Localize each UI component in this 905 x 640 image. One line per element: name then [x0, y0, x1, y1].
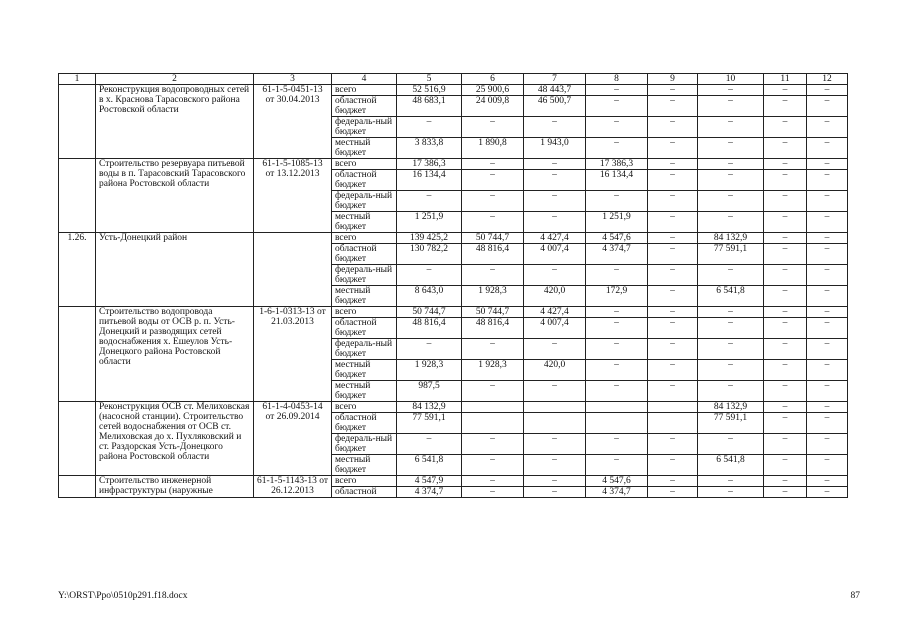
- amount-cell-col-6: –: [462, 476, 524, 487]
- funding-source-cell: всего: [332, 159, 397, 170]
- amount-cell-col-8: [586, 402, 648, 413]
- amount-cell-col-11: –: [764, 233, 807, 244]
- amount-cell-col-9: –: [648, 244, 698, 265]
- amount-cell-col-9: –: [648, 434, 698, 455]
- amount-cell-col-6: –: [462, 191, 524, 212]
- column-header-1: 1: [59, 74, 96, 85]
- column-header-4: 4: [332, 74, 397, 85]
- amount-cell-col-9: –: [648, 286, 698, 307]
- amount-cell-col-12: –: [807, 170, 848, 191]
- amount-cell-col-6: –: [462, 170, 524, 191]
- funding-source-cell: всего: [332, 307, 397, 318]
- amount-cell-col-7: 4 427,4: [524, 233, 586, 244]
- amount-cell-col-6: –: [462, 339, 524, 360]
- amount-cell-col-10: –: [698, 117, 764, 138]
- amount-cell-col-6: –: [462, 487, 524, 498]
- amount-cell-col-6: [462, 402, 524, 413]
- amount-cell-col-7: 4 427,4: [524, 307, 586, 318]
- amount-cell-col-11: –: [764, 96, 807, 117]
- amount-cell-col-12: –: [807, 233, 848, 244]
- amount-cell-col-7: 4 007,4: [524, 318, 586, 339]
- amount-cell-col-5: 987,5: [397, 381, 462, 402]
- amount-cell-col-6: –: [462, 265, 524, 286]
- amount-cell-col-6: 25 900,6: [462, 85, 524, 96]
- amount-cell-col-8: –: [586, 360, 648, 381]
- amount-cell-col-7: [524, 402, 586, 413]
- funding-source-cell: областной: [332, 487, 397, 498]
- amount-cell-col-5: –: [397, 339, 462, 360]
- amount-cell-col-11: –: [764, 138, 807, 159]
- amount-cell-col-9: [648, 402, 698, 413]
- amount-cell-col-5: 48 683,1: [397, 96, 462, 117]
- amount-cell-col-7: –: [524, 159, 586, 170]
- amount-cell-col-9: –: [648, 85, 698, 96]
- amount-cell-col-11: –: [764, 286, 807, 307]
- funding-source-cell: областной бюджет: [332, 96, 397, 117]
- document-code-cell: 61-1-5-0451-13 от 30.04.2013: [254, 85, 332, 159]
- amount-cell-col-8: –: [586, 307, 648, 318]
- amount-cell-col-9: [648, 413, 698, 434]
- amount-cell-col-12: –: [807, 476, 848, 487]
- amount-cell-col-12: –: [807, 191, 848, 212]
- amount-cell-col-8: 172,9: [586, 286, 648, 307]
- row-number-cell: [59, 85, 96, 159]
- funding-source-cell: федераль-ный бюджет: [332, 339, 397, 360]
- amount-cell-col-12: –: [807, 455, 848, 476]
- amount-cell-col-9: –: [648, 233, 698, 244]
- amount-cell-col-8: –: [586, 339, 648, 360]
- amount-cell-col-12: –: [807, 138, 848, 159]
- row-number-cell: [59, 476, 96, 498]
- amount-cell-col-5: 16 134,4: [397, 170, 462, 191]
- amount-cell-col-6: –: [462, 434, 524, 455]
- amount-cell-col-8: [586, 413, 648, 434]
- amount-cell-col-11: –: [764, 402, 807, 413]
- amount-cell-col-5: 3 833,8: [397, 138, 462, 159]
- amount-cell-col-9: –: [648, 159, 698, 170]
- amount-cell-col-7: [524, 413, 586, 434]
- amount-cell-col-11: –: [764, 413, 807, 434]
- amount-cell-col-8: –: [586, 138, 648, 159]
- amount-cell-col-10: –: [698, 138, 764, 159]
- amount-cell-col-9: –: [648, 455, 698, 476]
- amount-cell-col-10: –: [698, 318, 764, 339]
- table-row: [59, 233, 848, 244]
- column-header-8: 8: [586, 74, 648, 85]
- column-header-7: 7: [524, 74, 586, 85]
- amount-cell-col-12: –: [807, 85, 848, 96]
- amount-cell-col-8: 1 251,9: [586, 212, 648, 233]
- object-name-cell: Реконструкция ОСВ ст. Мелиховская (насосной станции). Строительство сетей водоснабжения от ОСВ ст. Мелиховская до х. Пухляковский и ст. Раздорская Усть-Донецкого района Ростовской области: [96, 402, 254, 476]
- amount-cell-col-5: 139 425,2: [397, 233, 462, 244]
- amount-cell-col-10: 84 132,9: [698, 233, 764, 244]
- amount-cell-col-5: 130 782,2: [397, 244, 462, 265]
- amount-cell-col-11: –: [764, 455, 807, 476]
- amount-cell-col-11: –: [764, 191, 807, 212]
- amount-cell-col-9: –: [648, 117, 698, 138]
- object-name-cell: Реконструкция водопроводных сетей в х. Краснова Тарасовского района Ростовской области: [96, 85, 254, 159]
- amount-cell-col-12: –: [807, 117, 848, 138]
- funding-source-cell: федераль-ный бюджет: [332, 265, 397, 286]
- amount-cell-col-8: –: [586, 191, 648, 212]
- amount-cell-col-6: –: [462, 117, 524, 138]
- funding-source-cell: местный бюджет: [332, 381, 397, 402]
- funding-source-cell: местный бюджет: [332, 455, 397, 476]
- amount-cell-col-10: –: [698, 487, 764, 498]
- amount-cell-col-6: 50 744,7: [462, 307, 524, 318]
- column-header-10: 10: [698, 74, 764, 85]
- page-number: 87: [850, 591, 860, 601]
- amount-cell-col-12: –: [807, 265, 848, 286]
- amount-cell-col-6: –: [462, 212, 524, 233]
- amount-cell-col-12: –: [807, 487, 848, 498]
- amount-cell-col-8: 4 547,6: [586, 476, 648, 487]
- amount-cell-col-11: –: [764, 85, 807, 96]
- amount-cell-col-7: –: [524, 476, 586, 487]
- amount-cell-col-10: –: [698, 476, 764, 487]
- amount-cell-col-7: 48 443,7: [524, 85, 586, 96]
- amount-cell-col-12: –: [807, 212, 848, 233]
- amount-cell-col-5: 4 374,7: [397, 487, 462, 498]
- amount-cell-col-7: –: [524, 339, 586, 360]
- amount-cell-col-6: –: [462, 381, 524, 402]
- table-body: [59, 74, 848, 498]
- amount-cell-col-5: 52 516,9: [397, 85, 462, 96]
- amount-cell-col-12: –: [807, 402, 848, 413]
- object-name-cell: Строительство резервуара питьевой воды в п. Тарасовский Тарасовского района Ростовской области: [96, 159, 254, 233]
- amount-cell-col-11: –: [764, 318, 807, 339]
- row-number-cell: [59, 159, 96, 233]
- amount-cell-col-9: –: [648, 265, 698, 286]
- amount-cell-col-11: –: [764, 265, 807, 286]
- amount-cell-col-11: –: [764, 307, 807, 318]
- amount-cell-col-8: 16 134,4: [586, 170, 648, 191]
- amount-cell-col-6: 1 928,3: [462, 286, 524, 307]
- amount-cell-col-10: –: [698, 265, 764, 286]
- table-row: [59, 476, 848, 487]
- funding-source-cell: федераль-ный бюджет: [332, 434, 397, 455]
- table-row: [59, 85, 848, 96]
- amount-cell-col-11: –: [764, 244, 807, 265]
- amount-cell-col-5: –: [397, 117, 462, 138]
- amount-cell-col-9: –: [648, 381, 698, 402]
- funding-source-cell: областной бюджет: [332, 318, 397, 339]
- amount-cell-col-5: 8 643,0: [397, 286, 462, 307]
- column-header-5: 5: [397, 74, 462, 85]
- amount-cell-col-12: –: [807, 307, 848, 318]
- funding-source-cell: федераль-ный бюджет: [332, 117, 397, 138]
- column-number-row: [59, 74, 848, 85]
- amount-cell-col-11: –: [764, 159, 807, 170]
- amount-cell-col-5: 48 816,4: [397, 318, 462, 339]
- amount-cell-col-8: –: [586, 318, 648, 339]
- amount-cell-col-8: –: [586, 455, 648, 476]
- amount-cell-col-10: 84 132,9: [698, 402, 764, 413]
- amount-cell-col-9: –: [648, 96, 698, 117]
- amount-cell-col-7: 420,0: [524, 360, 586, 381]
- amount-cell-col-11: –: [764, 476, 807, 487]
- financing-table: [58, 73, 848, 498]
- amount-cell-col-12: –: [807, 434, 848, 455]
- row-number-cell: [59, 402, 96, 476]
- object-name-cell: Строительство инженерной инфраструктуры (наружные: [96, 476, 254, 498]
- amount-cell-col-7: –: [524, 212, 586, 233]
- amount-cell-col-6: 48 816,4: [462, 244, 524, 265]
- amount-cell-col-7: –: [524, 381, 586, 402]
- amount-cell-col-11: –: [764, 212, 807, 233]
- table-row: [59, 159, 848, 170]
- amount-cell-col-5: –: [397, 434, 462, 455]
- amount-cell-col-12: –: [807, 286, 848, 307]
- amount-cell-col-8: –: [586, 434, 648, 455]
- funding-source-cell: всего: [332, 85, 397, 96]
- amount-cell-col-5: 1 928,3: [397, 360, 462, 381]
- amount-cell-col-7: –: [524, 191, 586, 212]
- column-header-9: 9: [648, 74, 698, 85]
- amount-cell-col-12: –: [807, 339, 848, 360]
- amount-cell-col-8: 17 386,3: [586, 159, 648, 170]
- amount-cell-col-6: [462, 413, 524, 434]
- amount-cell-col-5: –: [397, 265, 462, 286]
- amount-cell-col-9: –: [648, 339, 698, 360]
- amount-cell-col-6: 24 009,8: [462, 96, 524, 117]
- amount-cell-col-10: –: [698, 159, 764, 170]
- amount-cell-col-11: –: [764, 434, 807, 455]
- funding-source-cell: местный бюджет: [332, 360, 397, 381]
- amount-cell-col-10: –: [698, 85, 764, 96]
- amount-cell-col-10: –: [698, 434, 764, 455]
- funding-source-cell: областной бюджет: [332, 170, 397, 191]
- document-code-cell: [254, 233, 332, 307]
- amount-cell-col-8: 4 547,6: [586, 233, 648, 244]
- amount-cell-col-12: –: [807, 318, 848, 339]
- amount-cell-col-7: –: [524, 434, 586, 455]
- amount-cell-col-7: –: [524, 170, 586, 191]
- funding-source-cell: всего: [332, 476, 397, 487]
- funding-source-cell: областной бюджет: [332, 244, 397, 265]
- amount-cell-col-6: –: [462, 159, 524, 170]
- amount-cell-col-7: –: [524, 487, 586, 498]
- amount-cell-col-12: –: [807, 413, 848, 434]
- column-header-2: 2: [96, 74, 254, 85]
- amount-cell-col-9: –: [648, 307, 698, 318]
- funding-source-cell: областной бюджет: [332, 413, 397, 434]
- amount-cell-col-12: –: [807, 96, 848, 117]
- amount-cell-col-5: 1 251,9: [397, 212, 462, 233]
- amount-cell-col-6: 48 816,4: [462, 318, 524, 339]
- document-code-cell: 1-6-1-0313-13 от 21.03.2013: [254, 307, 332, 402]
- amount-cell-col-10: 6 541,8: [698, 455, 764, 476]
- amount-cell-col-10: –: [698, 170, 764, 191]
- amount-cell-col-11: –: [764, 170, 807, 191]
- row-number-cell: 1.26.: [59, 233, 96, 307]
- document-code-cell: 61-1-4-0453-14 от 26.09.2014: [254, 402, 332, 476]
- funding-source-cell: федераль-ный бюджет: [332, 191, 397, 212]
- column-header-12: 12: [807, 74, 848, 85]
- amount-cell-col-12: –: [807, 244, 848, 265]
- amount-cell-col-9: –: [648, 476, 698, 487]
- amount-cell-col-5: 4 547,9: [397, 476, 462, 487]
- amount-cell-col-6: 50 744,7: [462, 233, 524, 244]
- object-name-cell: Строительство водопровода питьевой воды от ОСВ р. п. Усть-Донецкий и разводящих сетей водоснабжения х. Ешеулов Усть-Донецкого района Ростовской области: [96, 307, 254, 402]
- amount-cell-col-10: –: [698, 339, 764, 360]
- amount-cell-col-9: –: [648, 191, 698, 212]
- column-header-3: 3: [254, 74, 332, 85]
- amount-cell-col-8: –: [586, 381, 648, 402]
- funding-source-cell: всего: [332, 402, 397, 413]
- amount-cell-col-5: 50 744,7: [397, 307, 462, 318]
- amount-cell-col-9: –: [648, 318, 698, 339]
- amount-cell-col-10: 6 541,8: [698, 286, 764, 307]
- amount-cell-col-9: –: [648, 170, 698, 191]
- row-number-cell: [59, 307, 96, 402]
- amount-cell-col-11: –: [764, 339, 807, 360]
- amount-cell-col-12: –: [807, 360, 848, 381]
- amount-cell-col-6: 1 928,3: [462, 360, 524, 381]
- amount-cell-col-7: 420,0: [524, 286, 586, 307]
- column-header-6: 6: [462, 74, 524, 85]
- amount-cell-col-10: –: [698, 96, 764, 117]
- amount-cell-col-5: –: [397, 191, 462, 212]
- funding-source-cell: всего: [332, 233, 397, 244]
- amount-cell-col-5: 17 386,3: [397, 159, 462, 170]
- funding-source-cell: местный бюджет: [332, 212, 397, 233]
- amount-cell-col-9: –: [648, 360, 698, 381]
- amount-cell-col-11: –: [764, 381, 807, 402]
- table-row: [59, 307, 848, 318]
- object-name-cell: Усть-Донецкий район: [96, 233, 254, 307]
- document-code-cell: 61-1-5-1143-13 от 26.12.2013: [254, 476, 332, 498]
- amount-cell-col-11: –: [764, 117, 807, 138]
- amount-cell-col-5: 6 541,8: [397, 455, 462, 476]
- amount-cell-col-10: 77 591,1: [698, 413, 764, 434]
- amount-cell-col-8: –: [586, 85, 648, 96]
- amount-cell-col-10: –: [698, 381, 764, 402]
- amount-cell-col-8: –: [586, 96, 648, 117]
- amount-cell-col-7: –: [524, 117, 586, 138]
- amount-cell-col-8: –: [586, 265, 648, 286]
- amount-cell-col-9: –: [648, 138, 698, 159]
- table-row: [59, 402, 848, 413]
- amount-cell-col-10: –: [698, 307, 764, 318]
- footer-file-path: Y:\ORST\Ppo\0510p291.f18.docx: [58, 591, 188, 601]
- amount-cell-col-6: 1 890,8: [462, 138, 524, 159]
- amount-cell-col-7: 4 007,4: [524, 244, 586, 265]
- amount-cell-col-10: –: [698, 191, 764, 212]
- amount-cell-col-12: –: [807, 159, 848, 170]
- document-code-cell: 61-1-5-1085-13 от 13.12.2013: [254, 159, 332, 233]
- amount-cell-col-9: –: [648, 212, 698, 233]
- amount-cell-col-7: 46 500,7: [524, 96, 586, 117]
- amount-cell-col-8: –: [586, 117, 648, 138]
- funding-source-cell: местный бюджет: [332, 286, 397, 307]
- amount-cell-col-10: –: [698, 360, 764, 381]
- amount-cell-col-5: 84 132,9: [397, 402, 462, 413]
- amount-cell-col-6: –: [462, 455, 524, 476]
- amount-cell-col-7: 1 943,0: [524, 138, 586, 159]
- amount-cell-col-10: –: [698, 212, 764, 233]
- amount-cell-col-5: 77 591,1: [397, 413, 462, 434]
- funding-source-cell: местный бюджет: [332, 138, 397, 159]
- amount-cell-col-11: –: [764, 487, 807, 498]
- amount-cell-col-12: –: [807, 381, 848, 402]
- column-header-11: 11: [764, 74, 807, 85]
- amount-cell-col-10: 77 591,1: [698, 244, 764, 265]
- amount-cell-col-7: –: [524, 455, 586, 476]
- amount-cell-col-11: –: [764, 360, 807, 381]
- amount-cell-col-7: –: [524, 265, 586, 286]
- amount-cell-col-8: 4 374,7: [586, 244, 648, 265]
- amount-cell-col-8: 4 374,7: [586, 487, 648, 498]
- amount-cell-col-9: –: [648, 487, 698, 498]
